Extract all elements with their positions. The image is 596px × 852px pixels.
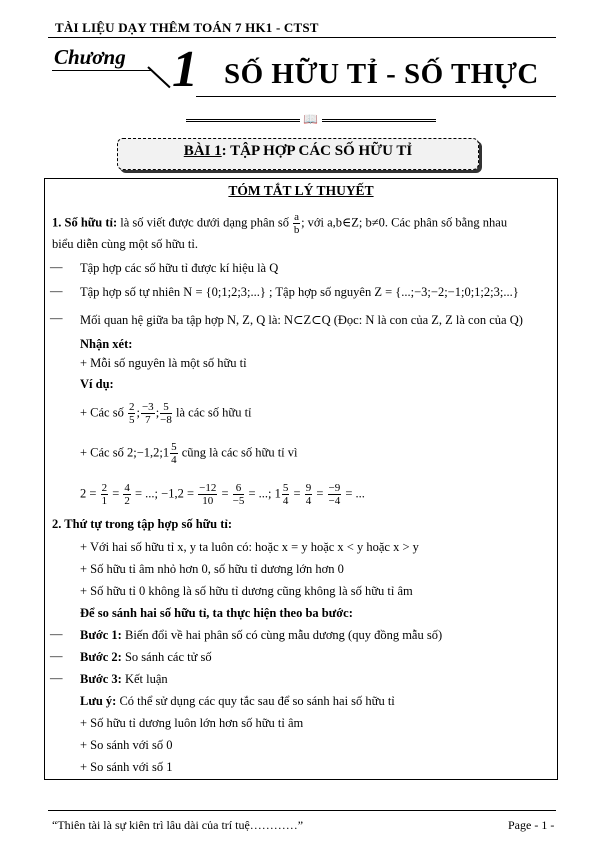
ex2-suffix: cũng là các số hữu tỉ vì [178, 445, 298, 460]
step-1-label: Bước 1: [80, 628, 122, 642]
fraction [198, 482, 217, 507]
step-1 [80, 628, 442, 643]
frac-num: 2 [128, 401, 135, 413]
footer-quote: “Thiên tài là sự kiên trì lâu dài của trí tuệ…………” [52, 818, 304, 832]
fraction [123, 482, 131, 507]
frac-num: 9 [305, 482, 312, 494]
frac-den: 2 [124, 495, 130, 507]
eq-c: = ...; 1 [248, 486, 281, 501]
bullet-dash: — [50, 649, 63, 663]
eq-d: = ... [345, 486, 365, 501]
equality-line: 2 = $\frac{2}{1}$ = $\frac{4}{2}$ = ...; −1,2 = $\frac{-12}{10}$ = $\frac{6}{-5}$ = ...; 1 $\frac{5}{4}$ = $\frac{9}{4}$ = $\frac{-9}{-4}$ = ... [80, 482, 365, 507]
bullet-q-notation: Tập hợp các số hữu tỉ được kí hiệu là Q [80, 261, 279, 275]
note-heading: Nhận xét: [80, 337, 133, 351]
bullet-dash: — [50, 260, 63, 274]
header-rule [48, 37, 556, 38]
fraction [160, 401, 172, 426]
step-3 [80, 672, 168, 687]
step-2-label: Bước 2: [80, 650, 122, 664]
ex1-prefix: + Các số [80, 405, 127, 420]
frac-den: b [293, 224, 300, 236]
frac-num: a [294, 211, 300, 223]
fraction [170, 441, 178, 466]
note-item: + Mỗi số nguyên là một số hữu tỉ [80, 356, 247, 370]
frac-num: 2 [101, 482, 108, 494]
bullet-dash: — [50, 284, 63, 298]
chapter-number: 1 [172, 41, 198, 98]
chapter-slash [147, 66, 170, 88]
eq-b: = ...; −1,2 = [135, 486, 194, 501]
section1-text-b: ; với a,b∈Z; b≠0. Các phân số bằng nhau [301, 215, 508, 230]
bullet-dash: — [50, 627, 63, 641]
frac-num: 6 [233, 482, 245, 495]
tip-rule-3: + So sánh với số 1 [80, 760, 173, 774]
summary-title: TÓM TẮT LÝ THUYẾT [228, 183, 374, 198]
tip-text: Có thể sử dụng các quy tắc sau để so sánh hai số hữu tỉ [116, 694, 395, 708]
frac-den: −5 [232, 495, 245, 507]
step-3-label: Bước 3: [80, 672, 122, 686]
frac-den: −8 [160, 414, 172, 426]
divider-left [186, 119, 300, 124]
step-2-text: So sánh các tử số [121, 650, 212, 664]
frac-num: −12 [199, 482, 217, 494]
bullet-set-relation: Mối quan hệ giữa ba tập hợp N, Z, Q là: N⊂Z⊂Q (Đọc: N là con của Z, Z là con của Q) [80, 313, 523, 327]
order-rule-3: + Số hữu tỉ 0 không là số hữu tỉ dương cũng không là số hữu tỉ âm [80, 584, 413, 598]
ex1-suffix: là các số hữu tỉ [172, 405, 252, 420]
tip-rule-2: + So sánh với số 0 [80, 738, 173, 752]
book-icon: 📖 [303, 112, 318, 126]
fraction [233, 482, 245, 507]
tip [80, 694, 395, 709]
eq-a: 2 = [80, 486, 97, 501]
step-3-text: Kết luận [121, 672, 168, 686]
document-header-title: TÀI LIỆU DẠY THÊM TOÁN 7 HK1 - CTST [55, 20, 319, 35]
frac-den: 10 [202, 495, 214, 507]
fraction [328, 482, 342, 507]
footer-rule [48, 810, 556, 811]
chapter-label-underline [52, 70, 152, 71]
frac-num: 5 [282, 482, 289, 494]
fraction-a-over-b [293, 211, 300, 236]
bullet-dash: — [50, 671, 63, 685]
section1-line1 [52, 211, 507, 236]
bullet-sets-n-z: Tập hợp số tự nhiên N = {0;1;2;3;...} ; Tập hợp số nguyên Z = {...;−3;−2;−1;0;1;2;3;...} [80, 285, 519, 299]
frac-den: 4 [282, 495, 289, 507]
section1-heading: 1. Số hữu tỉ: [52, 215, 118, 230]
frac-den: 4 [171, 454, 177, 466]
section2-heading: 2. Thứ tự trong tập hợp số hữu tỉ: [52, 517, 233, 531]
ex2-prefix: + Các số 2;−1,2;1 [80, 445, 170, 460]
step-1-text: Biến đổi về hai phân số có cùng mẫu dương (quy đồng mẫu số) [121, 628, 443, 642]
lesson-number: BÀI 1 [183, 143, 222, 159]
example-line-2 [80, 441, 298, 466]
bullet-dash: — [50, 311, 63, 325]
frac-den: 7 [145, 414, 151, 426]
frac-den: 1 [101, 495, 108, 507]
example-heading: Ví dụ: [80, 377, 114, 391]
lesson-title [117, 143, 479, 160]
section1-text-a: là số viết được dưới dạng phân số [117, 215, 293, 230]
fraction [282, 482, 290, 507]
example-line-1: + Các số $\frac{2}{5}$ ; $\frac{-3}{7}$ ; $\frac{5}{-8}$ là các số hữu tỉ [80, 401, 252, 426]
page-number: Page - 1 - [508, 818, 555, 832]
fraction [305, 482, 313, 507]
frac-den: 4 [305, 495, 312, 507]
divider-right [322, 119, 436, 124]
compare-heading: Để so sánh hai số hữu tỉ, ta thực hiện theo ba bước: [80, 606, 353, 620]
chapter-label: Chương [54, 45, 126, 69]
frac-num: 4 [124, 482, 130, 494]
frac-den: −4 [328, 495, 341, 507]
frac-num: −9 [328, 482, 341, 494]
fraction [101, 482, 109, 507]
fraction [141, 401, 155, 426]
order-rule-2: + Số hữu tỉ âm nhỏ hơn 0, số hữu tỉ dương lớn hơn 0 [80, 562, 344, 576]
section1-line2: biểu diễn cùng một số hữu tỉ. [52, 237, 198, 251]
order-rule-1: + Với hai số hữu tỉ x, y ta luôn có: hoặc x = y hoặc x < y hoặc x > y [80, 540, 419, 554]
tip-rule-1: + Số hữu tỉ dương luôn lớn hơn số hữu tỉ âm [80, 716, 304, 730]
chapter-rule [196, 96, 556, 97]
chapter-title: SỐ HỮU TỈ - SỐ THỰC [224, 58, 539, 90]
frac-num: 5 [160, 401, 172, 414]
frac-num: −3 [141, 401, 154, 413]
fraction [128, 401, 136, 426]
step-2 [80, 650, 212, 665]
frac-num: 5 [171, 441, 177, 453]
lesson-name: : TẬP HỢP CÁC SỐ HỮU TỈ [221, 143, 413, 159]
tip-label: Lưu ý: [80, 694, 117, 708]
frac-den: 5 [128, 414, 135, 426]
